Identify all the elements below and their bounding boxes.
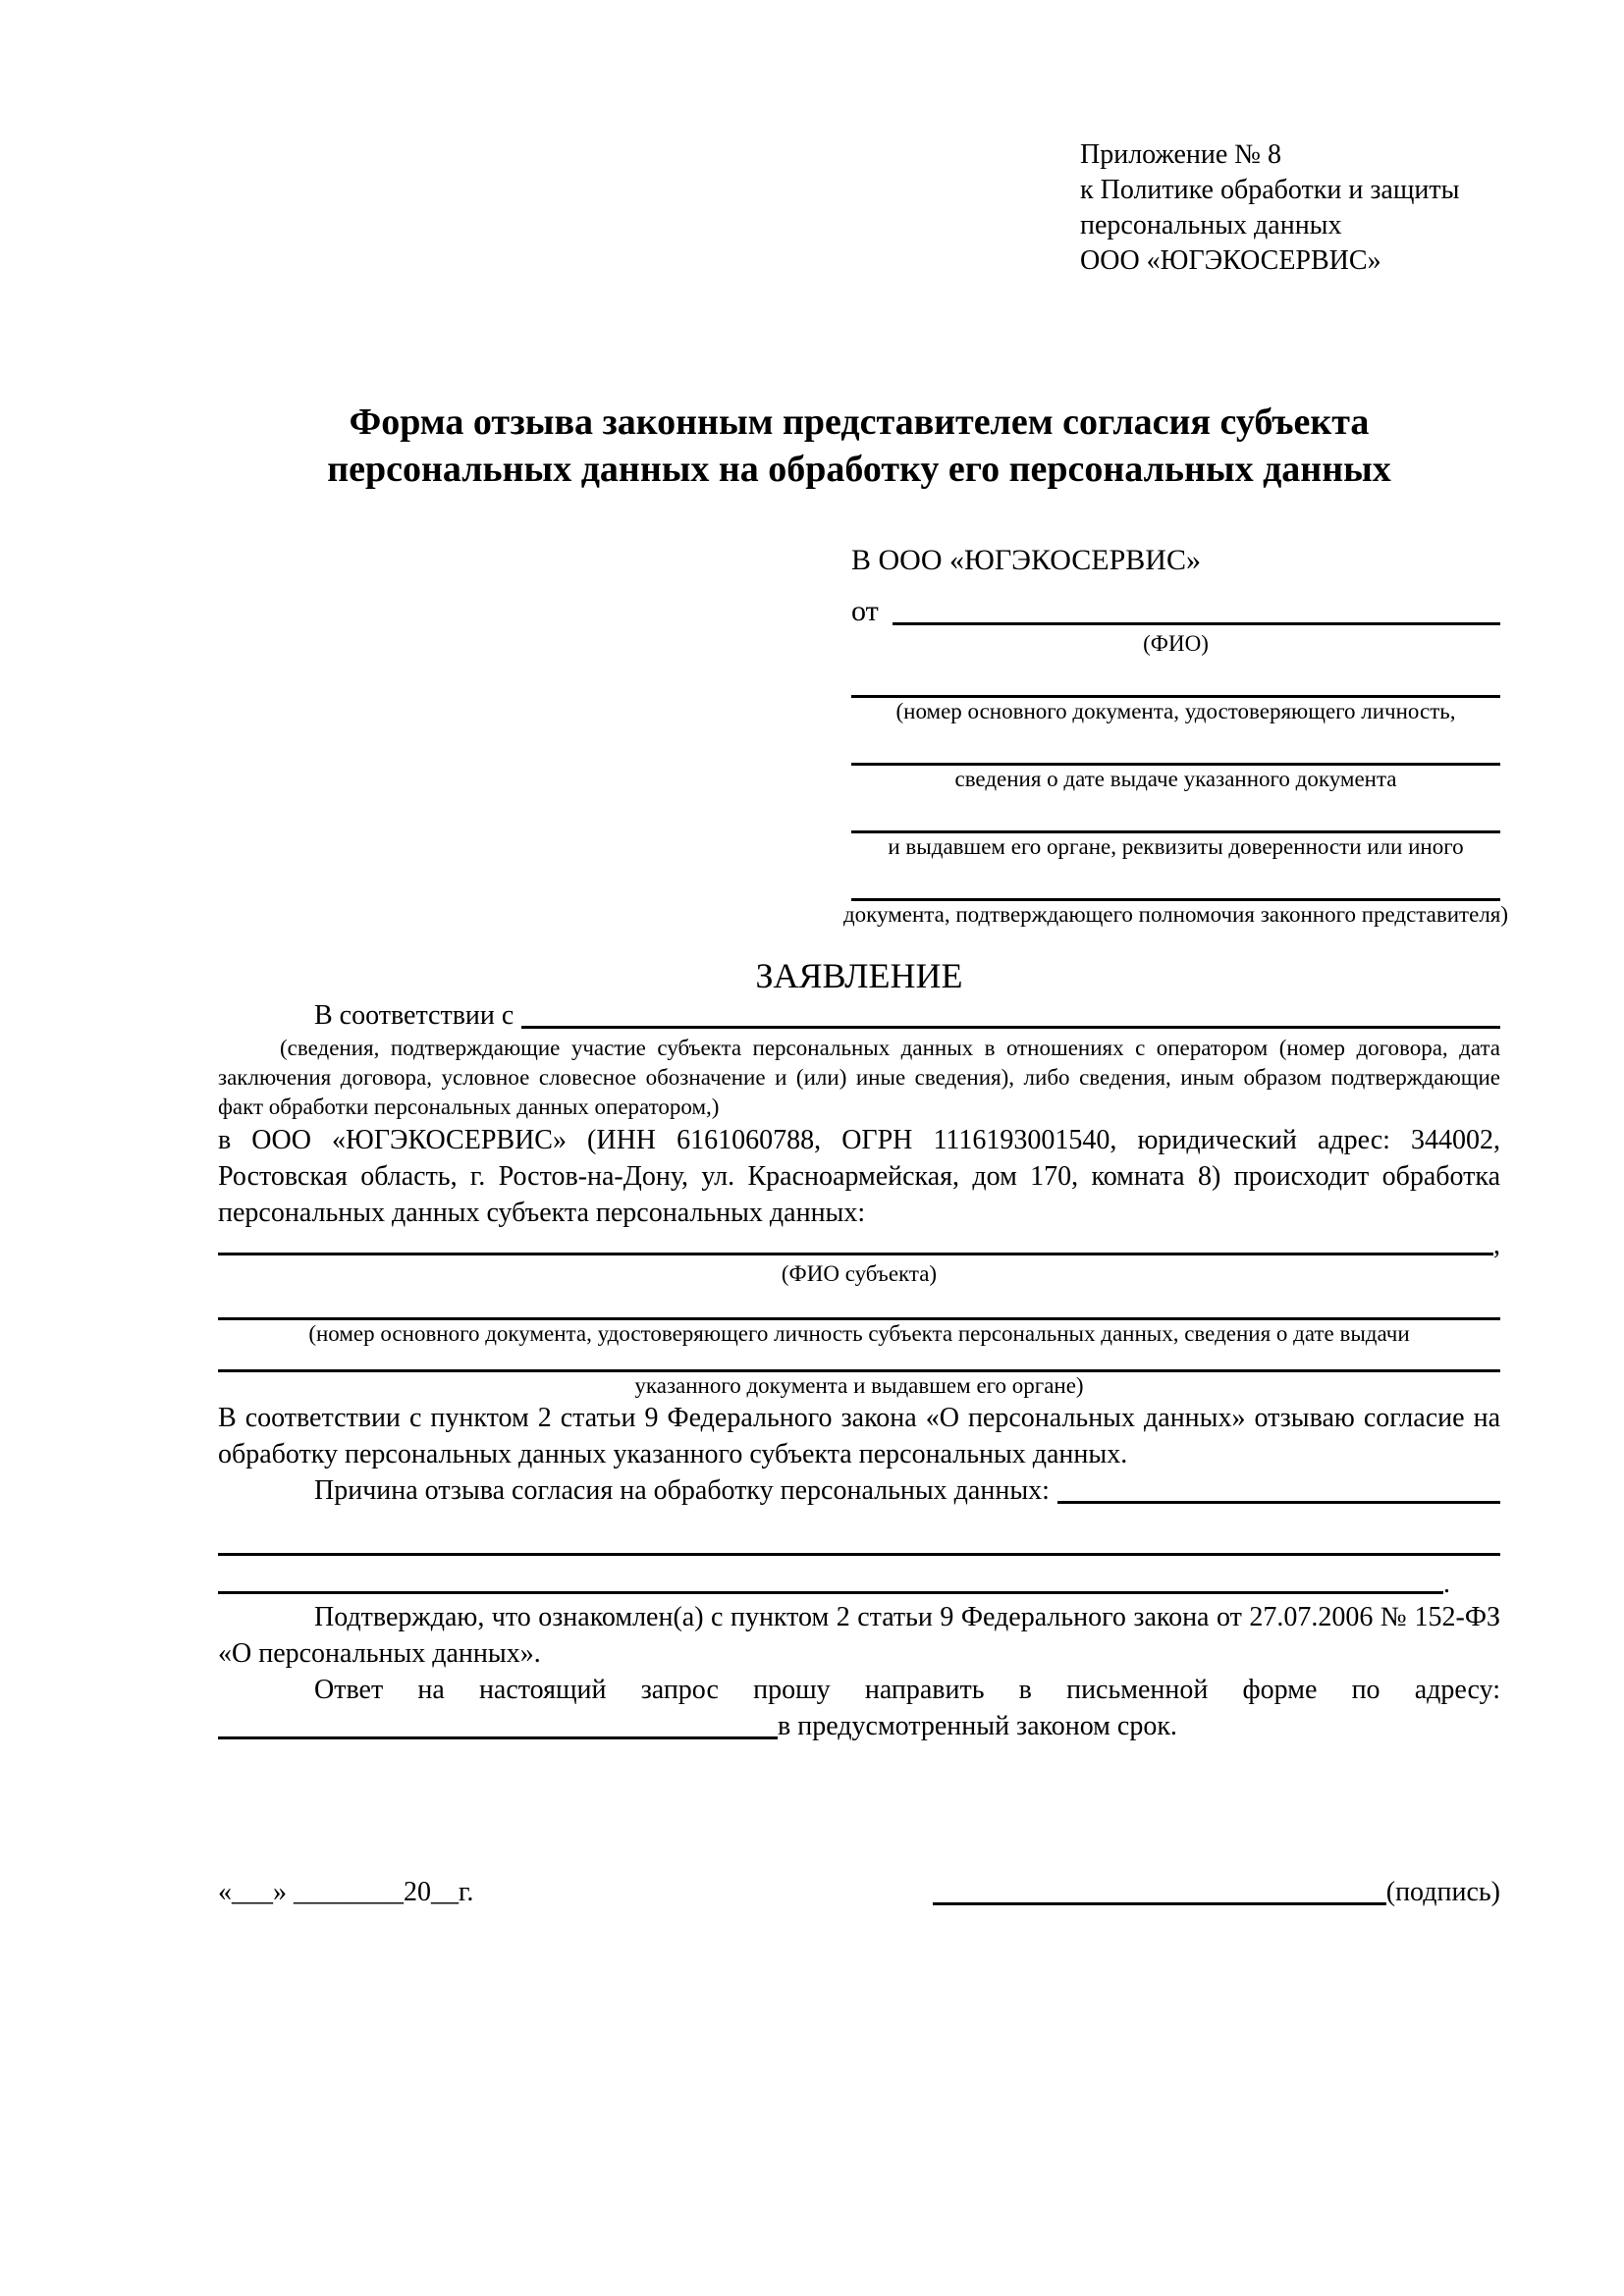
caption-issuing-authority: и выдавшем его органе, реквизиты доверенности или иного (888, 834, 1464, 859)
appendix-header (1080, 137, 1500, 279)
accordance-blank-line (521, 1026, 1500, 1029)
operator-paragraph: в ООО «ЮГЭКОСЕРВИС» (ИНН 6161060788, ОГРН 1116193001540, юридический адрес: 344002, Ростовская область, г. Ростов-на-Дону, ул. Красноармейская, дом 170, комната 8) происходит обработка персональных данных субъекта персональных данных: (218, 1125, 1500, 1228)
reason-prefix: Причина отзыва согласия на обработку персональных данных: (314, 1475, 1050, 1506)
document-title-line-1: Форма отзыва законным представителем согласия субъекта (349, 401, 1370, 443)
reason-blank-row-3 (218, 1570, 1500, 1599)
caption-issue-date: сведения о дате выдаче указанного документа (954, 767, 1397, 791)
reply-paragraph: Ответ на настоящий запрос прошу направить в письменной форме по адресу: (314, 1675, 1500, 1705)
reply-address-blank-line (218, 1736, 778, 1739)
reason-line (218, 1472, 1500, 1509)
appendix-header-line-1: Приложение № 8 (1080, 139, 1281, 170)
relation-note: (сведения, подтверждающие участие субъекта персональных данных в отношениях с оператором (номер договора, дата заключения договора, условное словесное обозначение и (или) иные сведения), либо сведения, иным образом подтверждающие факт обработки персональных данных оператором,) (218, 1036, 1500, 1119)
signature-caption: (подпись) (1385, 1877, 1500, 1907)
appendix-header-line-3: персональных данных (1080, 210, 1342, 240)
date-blank: «___» ________20__г. (218, 1877, 474, 1907)
accordance-line (218, 997, 1500, 1034)
reason-blank-line-2 (218, 1553, 1500, 1556)
signature-area (933, 1874, 1500, 1910)
caption-document-number: (номер основного документа, удостоверяющего личность, (895, 699, 1456, 723)
subject-document-caption-2: указанного документа и выдавшем его органе) (634, 1373, 1084, 1398)
caption-authority-document: документа, подтверждающего полномочия законного представителя) (842, 902, 1509, 927)
fio-caption: (ФИО) (1143, 631, 1209, 656)
from-blank-line (893, 622, 1500, 625)
appendix-header-line-2: к Политике обработки и защиты (1080, 175, 1460, 205)
appendix-header-line-4: ООО «ЮГЭКОСЕРВИС» (1080, 245, 1381, 276)
document-title-line-2: персональных данных на обработку его персональных данных (327, 449, 1391, 490)
addressee-block (842, 542, 1509, 929)
subject-fio-blank-row (218, 1231, 1500, 1260)
statement-heading: ЗАЯВЛЕНИЕ (755, 956, 963, 995)
reply-address-row (218, 1708, 1500, 1744)
reason-blank-line-1 (1057, 1501, 1500, 1504)
reason-blank-line-3 (218, 1591, 1443, 1594)
signature-row (218, 1874, 1500, 1910)
confirm-paragraph: Подтверждаю, что ознакомлен(а) с пунктом 2 статьи 9 Федерального закона от 27.07.2006 № 152-ФЗ «О персональных данных». (218, 1602, 1500, 1669)
document-title (218, 399, 1500, 493)
from-line (851, 593, 1500, 630)
trailing-period: . (1443, 1569, 1450, 1599)
subject-fio-caption: (ФИО субъекта) (781, 1261, 938, 1286)
withdraw-paragraph: В соответствии с пунктом 2 статьи 9 Федерального закона «О персональных данных» отзываю согласие на обработку персональных данных указанного субъекта персональных данных. (218, 1403, 1500, 1469)
from-label: от (851, 595, 879, 627)
addressee-organization: В ООО «ЮГЭКОСЕРВИС» (851, 544, 1201, 576)
subject-document-caption-1: (номер основного документа, удостоверяющего личность субъекта персональных данных, сведения о дате выдачи (308, 1321, 1410, 1346)
subject-fio-blank-line (218, 1253, 1493, 1255)
signature-blank-line (933, 1902, 1386, 1905)
trailing-comma: , (1493, 1230, 1500, 1260)
reply-suffix: в предусмотренный законом срок. (778, 1711, 1177, 1741)
accordance-prefix: В соответствии с (314, 1000, 514, 1031)
